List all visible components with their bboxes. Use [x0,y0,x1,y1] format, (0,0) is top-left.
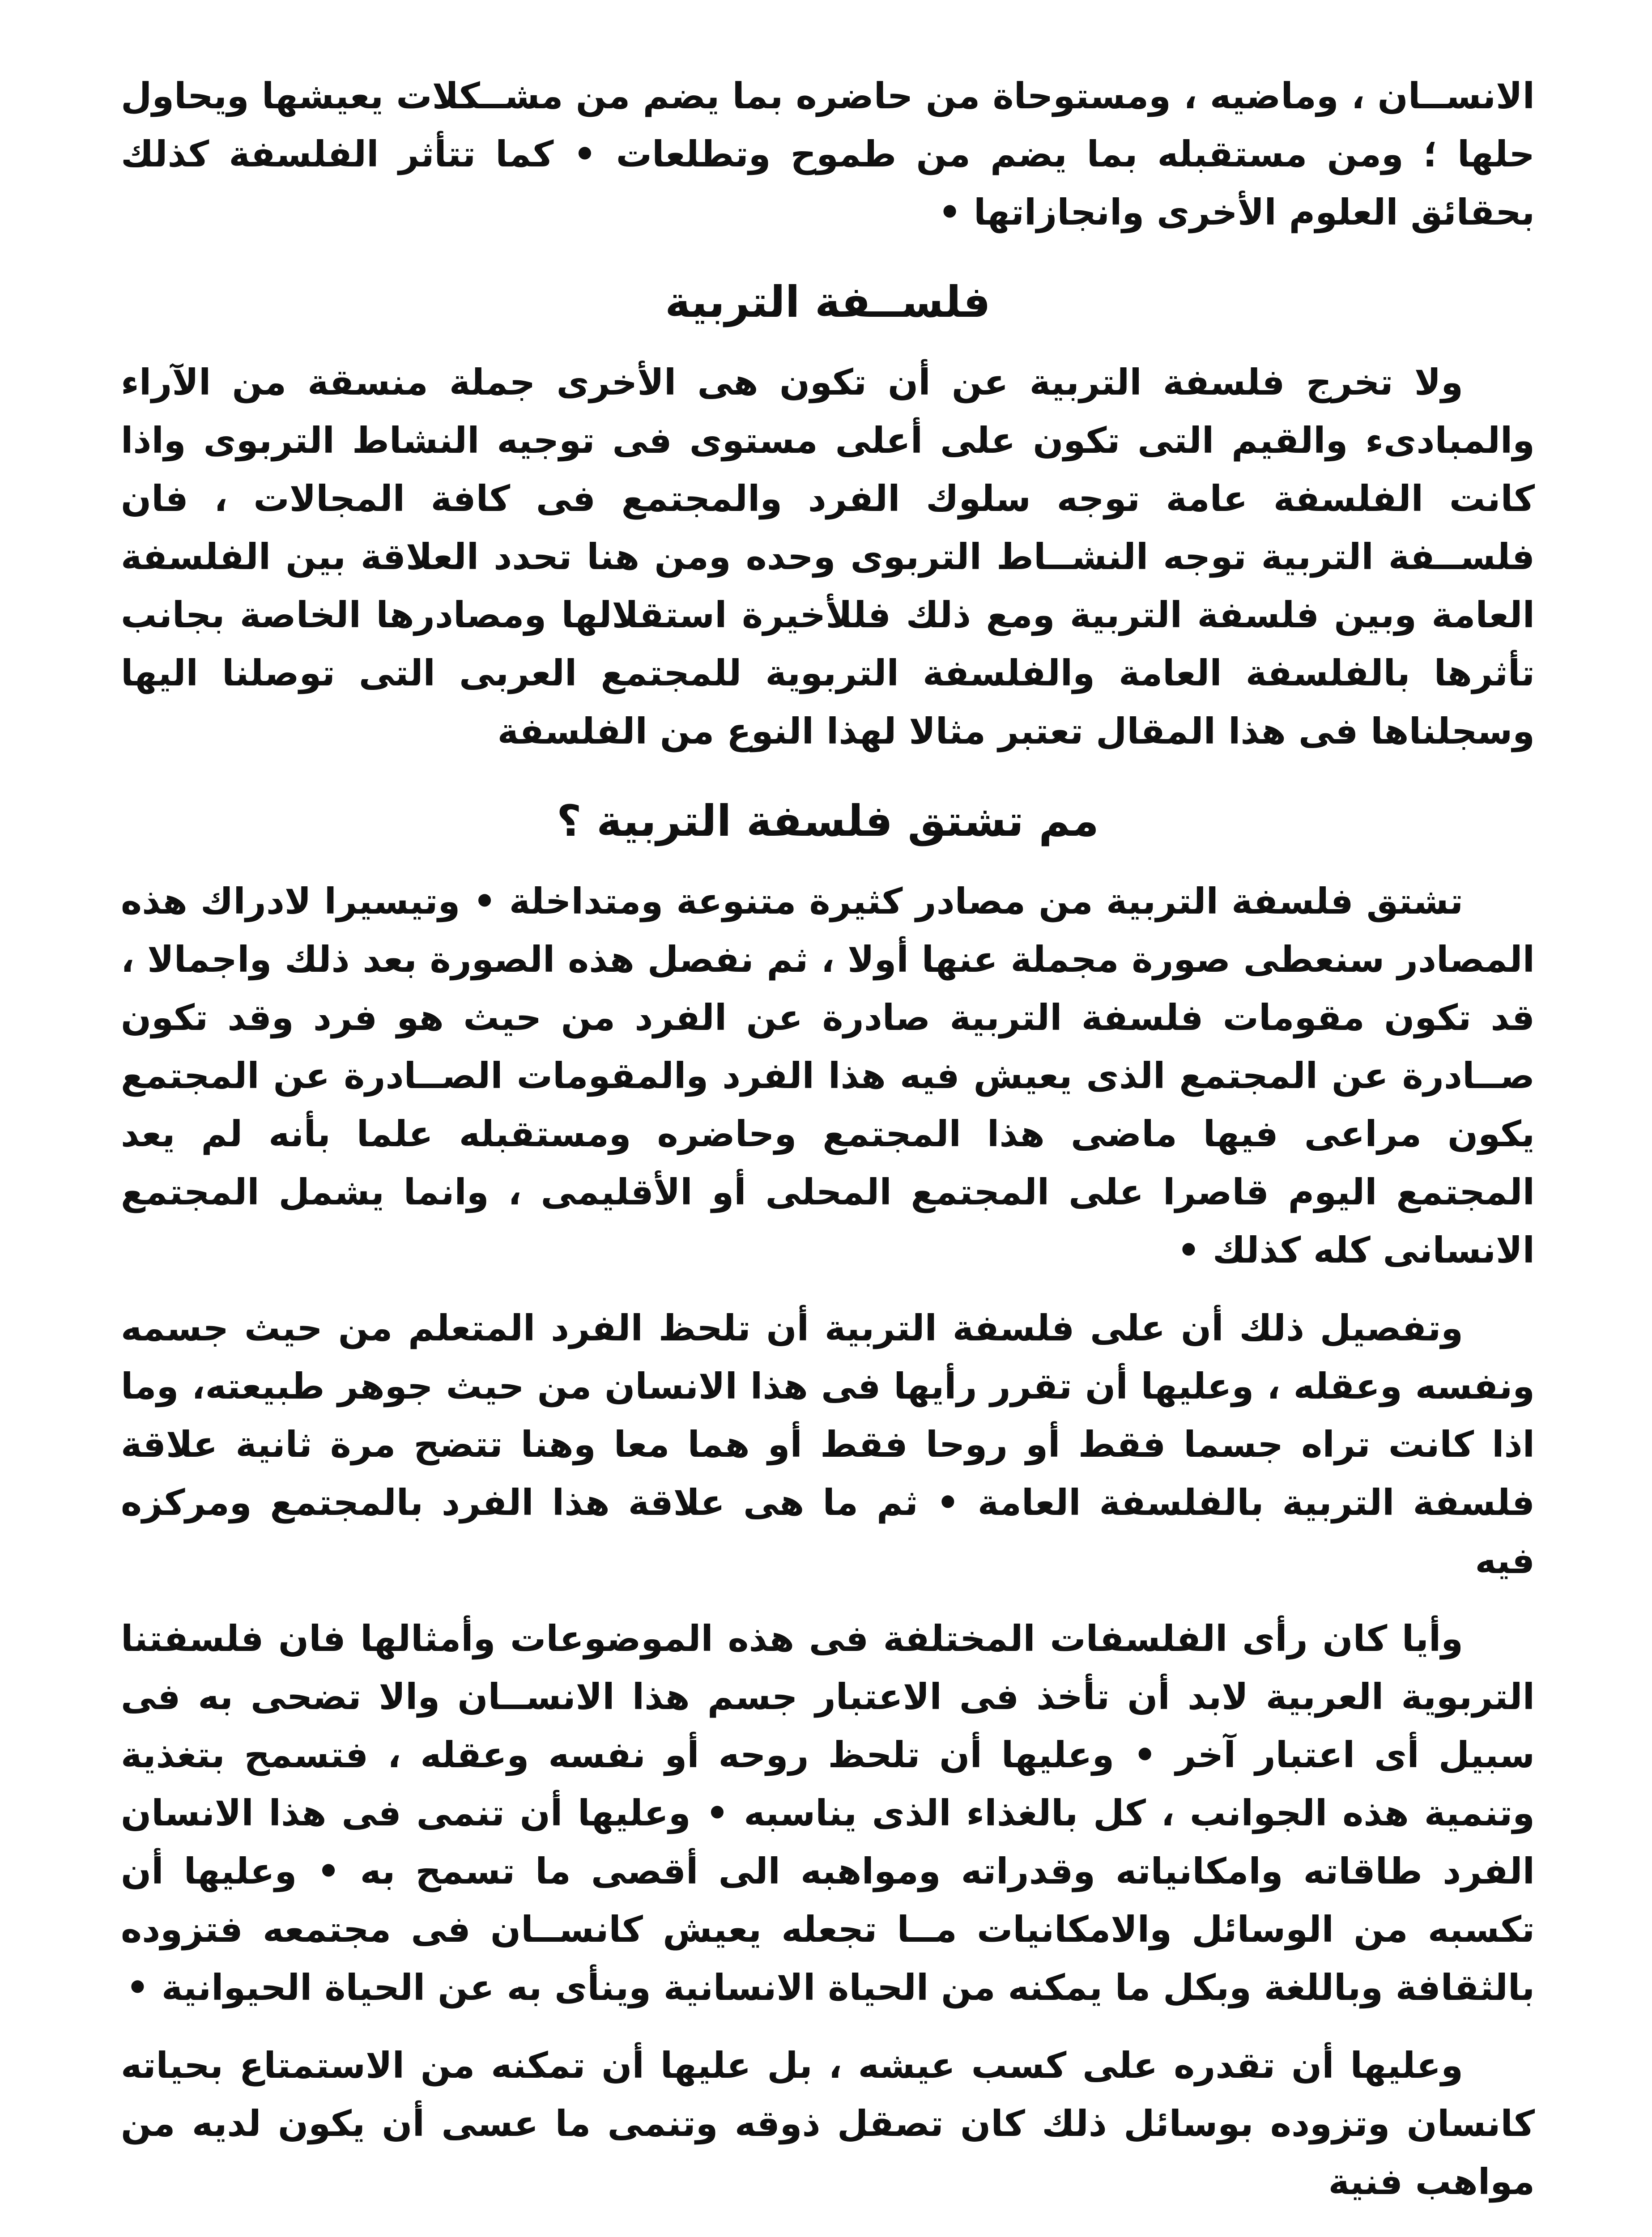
section1-paragraph: ولا تخرج فلسفة التربية عن أن تكون هى الأخرى جملة منسقة من الآراء والمبادىء والقيم التى تكون على أعلى مستوى فى توجيه النشاط التربوى واذا كانت الفلسفة عامة توجه سلوك الفرد والمجتمع فى كافة المجالات ، فان فلســفة التربية توجه النشــاط التربوى وحده ومن هنا تحدد العلاقة بين الفلسفة العامة وبين فلسفة التربية ومع ذلك فللأخيرة استقلالها ومصادرها الخاصة بجانب تأثرها بالفلسفة العامة والفلسفة التربوية للمجتمع العربى التى توصلنا اليها وسجلناها فى هذا المقال تعتبر مثالا لهذا النوع من الفلسفة [121,361,1535,752]
intro-paragraph: الانســان ، وماضيه ، ومستوحاة من حاضره بما يضم من مشــكلات يعيشها ويحاول حلها ؛ ومن مستقبله بما يضم من طموح وتطلعات • كما تتأثر الفلسفة كذلك بحقائق العلوم الأخرى وانجازاتها • [121,75,1535,233]
section2-paragraph-3: وأيا كان رأى الفلسفات المختلفة فى هذه الموضوعات وأمثالها فان فلسفتنا التربوية العربية لابد أن تأخذ فى الاعتبار جسم هذا الانســان والا تضحى به فى سبيل أى اعتبار آخر • وعليها أن تلحظ روحه أو نفسه وعقله ، فتسمح بتغذية وتنمية هذه الجوانب ، كل بالغذاء الذى يناسبه • وعليها أن تنمى فى هذا الانسان الفرد طاقاته وامكانياته وقدراته ومواهبه الى أقصى ما تسمح به • وعليها أن تكسبه من الوسائل والامكانيات مــا تجعله يعيش كانســان فى مجتمعه فتزوده بالثقافة وباللغة وبكل ما يمكنه من الحياة الانسانية وينأى به عن الحياة الحيوانية • [121,1618,1535,2008]
section2-paragraph-2: وتفصيل ذلك أن على فلسفة التربية أن تلحظ الفرد المتعلم من حيث جسمه ونفسه وعقله ، وعليها أن تقرر رأيها فى هذا الانسان من حيث جوهر طبيعته، وما اذا كانت تراه جسما فقط أو روحا فقط أو هما معا وهنا تتضح مرة ثانية علاقة فلسفة التربية بالفلسفة العامة • ثم ما هى علاقة هذا الفرد بالمجتمع ومركزه فيه [121,1307,1535,1582]
section-heading-philosophy-of-education: فلســفة التربية [665,277,991,327]
section2-paragraph-1: تشتق فلسفة التربية من مصادر كثيرة متنوعة ومتداخلة • وتيسيرا لادراك هذه المصادر سنعطى صورة مجملة عنها أولا ، ثم نفصل هذه الصورة بعد ذلك واجمالا ، قد تكون مقومات فلسفة التربية صادرة عن الفرد من حيث هو فرد وقد تكون صــادرة عن المجتمع الذى يعيش فيه هذا الفرد والمقومات الصــادرة عن المجتمع يكون مراعى فيها ماضى هذا المجتمع وحاضره ومستقبله علما بأنه لم يعد المجتمع اليوم قاصرا على المجتمع المحلى أو الأقليمى ، وانما يشمل المجتمع الانسانى كله كذلك • [121,880,1535,1271]
document-page [121,67,1535,2231]
section2-paragraph-4: وعليها أن تقدره على كسب عيشه ، بل عليها أن تمكنه من الاستمتاع بحياته كانسان وتزوده بوسائل ذلك كان تصقل ذوقه وتنمى ما عسى أن يكون لديه من مواهب فنية [121,2045,1535,2203]
section-heading-sources: مم تشتق فلسفة التربية ؟ [557,796,1099,846]
